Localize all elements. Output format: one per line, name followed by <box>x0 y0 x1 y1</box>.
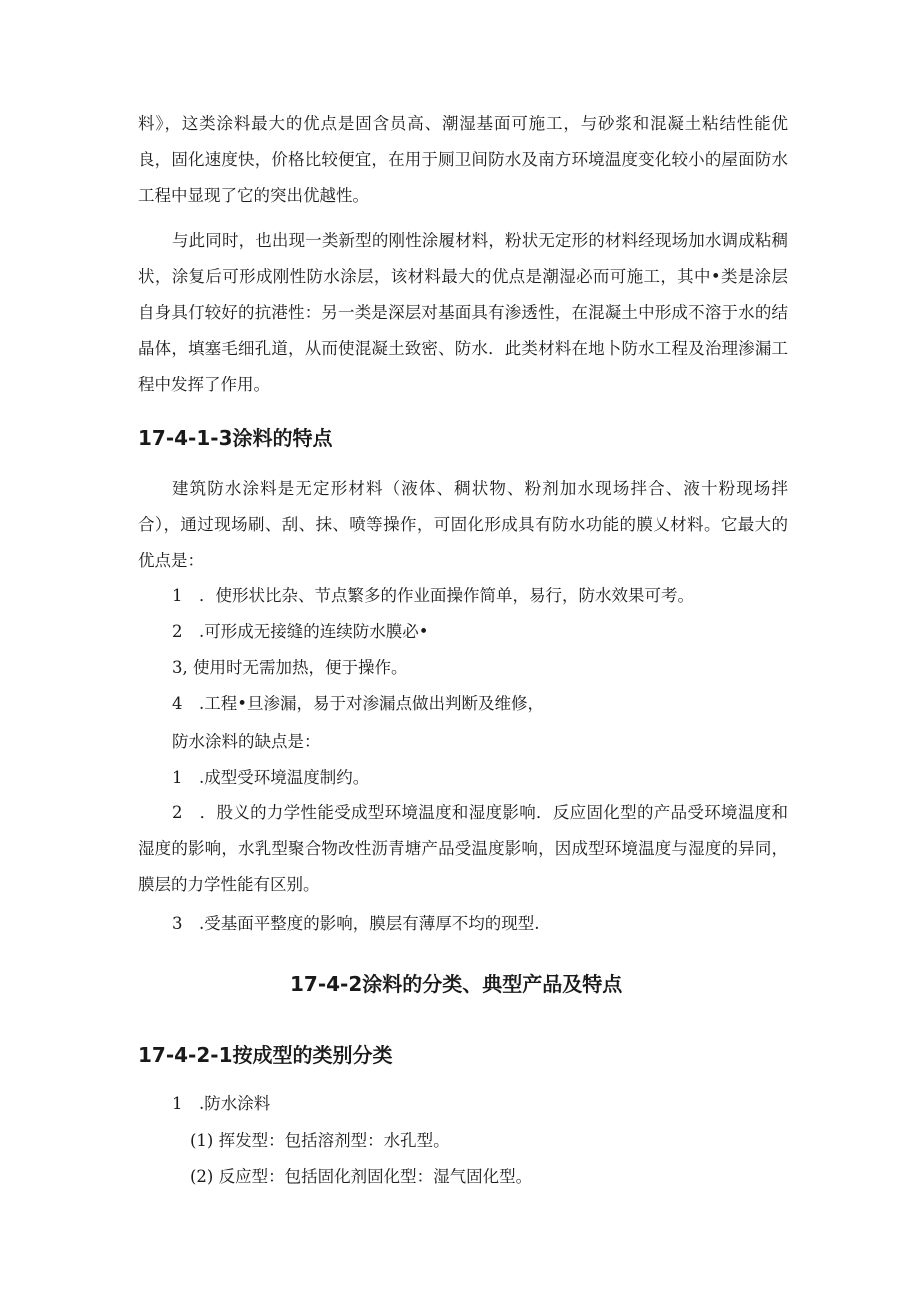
heading-coating-classification: 17-4-2涂料的分类、典型产品及特点 <box>290 972 623 996</box>
paragraph-coating-advantages: 料》，这类涂料最大的优点是固含员高、潮湿基面可施工，与砂浆和混凝土粘结性能优良，固化速度快，价格比较便宜，在用于厕卫间防水及南方环境温度变化较小的屋面防水工程中显现了它的突出优越性。 <box>138 114 788 205</box>
paragraph-coating-definition: 建筑防水涂料是无定形材料（液体、稠状物、粉剂加水现场拌合、液十粉现场拌合），通过现场刷、刮、抹、喷等操作，可固化形成具有防水功能的膜乂材料。它最大的优点是： <box>138 479 788 570</box>
paragraph-rigid-coating: 与此同时，也出现一类新型的刚性涂履材料，粉状无定形的材料经现场加水调成粘稠状，涂复后可形成刚性防水涂层，该材料最大的优点是潮湿必而可施工，其中•类是涂层自身具仃较好的抗港性：另一类是深层对基面具有渗透性，在混凝土中形成不溶于水的结晶体，填塞毛细孔道，从而使混凝土致密、防水．此类材料在地卜防水工程及治理渗漏工程中发挥了作用。 <box>138 231 788 394</box>
list-item-disadvantage-2: 2 ．股义的力学性能受成型环境温度和湿度影响．反应固化型的产品受环境温度和湿度的影响，水乳型聚合物改性沥青塘产品受温度影响，因成型环境温度与湿度的异同，膜层的力学性能有区别。 <box>138 803 788 894</box>
list-item-advantage-3: 3, 使用时无需加热，便于操作。 <box>172 658 408 677</box>
list-item-volatile-type: (1) 挥发型：包括溶剂型：水孔型。 <box>190 1131 450 1150</box>
list-item-waterproof-coating: 1 .防水涂料 <box>172 1094 271 1113</box>
list-item-advantage-1: 1 ．使形状比杂、节点繁多的作业面操作简单，易行，防水效果可考。 <box>172 586 694 605</box>
list-item-advantage-2: 2 .可形成无接缝的连续防水膜必• <box>172 622 429 641</box>
list-item-reactive-type: (2) 反应型：包括固化剂固化型：湿气固化型。 <box>190 1167 533 1186</box>
heading-classification-by-type: 17-4-2-1按成型的类别分类 <box>138 1043 393 1067</box>
list-item-disadvantage-1: 1 .成型受环境温度制约。 <box>172 768 370 787</box>
heading-coating-features: 17-4-1-3涂料的特点 <box>138 426 333 450</box>
list-item-disadvantage-3: 3 .受基面平整度的影响，膜层有薄厚不均的现型. <box>172 914 540 933</box>
disadvantages-title: 防水涂料的缺点是： <box>172 732 321 751</box>
list-item-advantage-4: 4 .工程•旦渗漏，易于对渗漏点做出判断及维修， <box>172 694 544 713</box>
